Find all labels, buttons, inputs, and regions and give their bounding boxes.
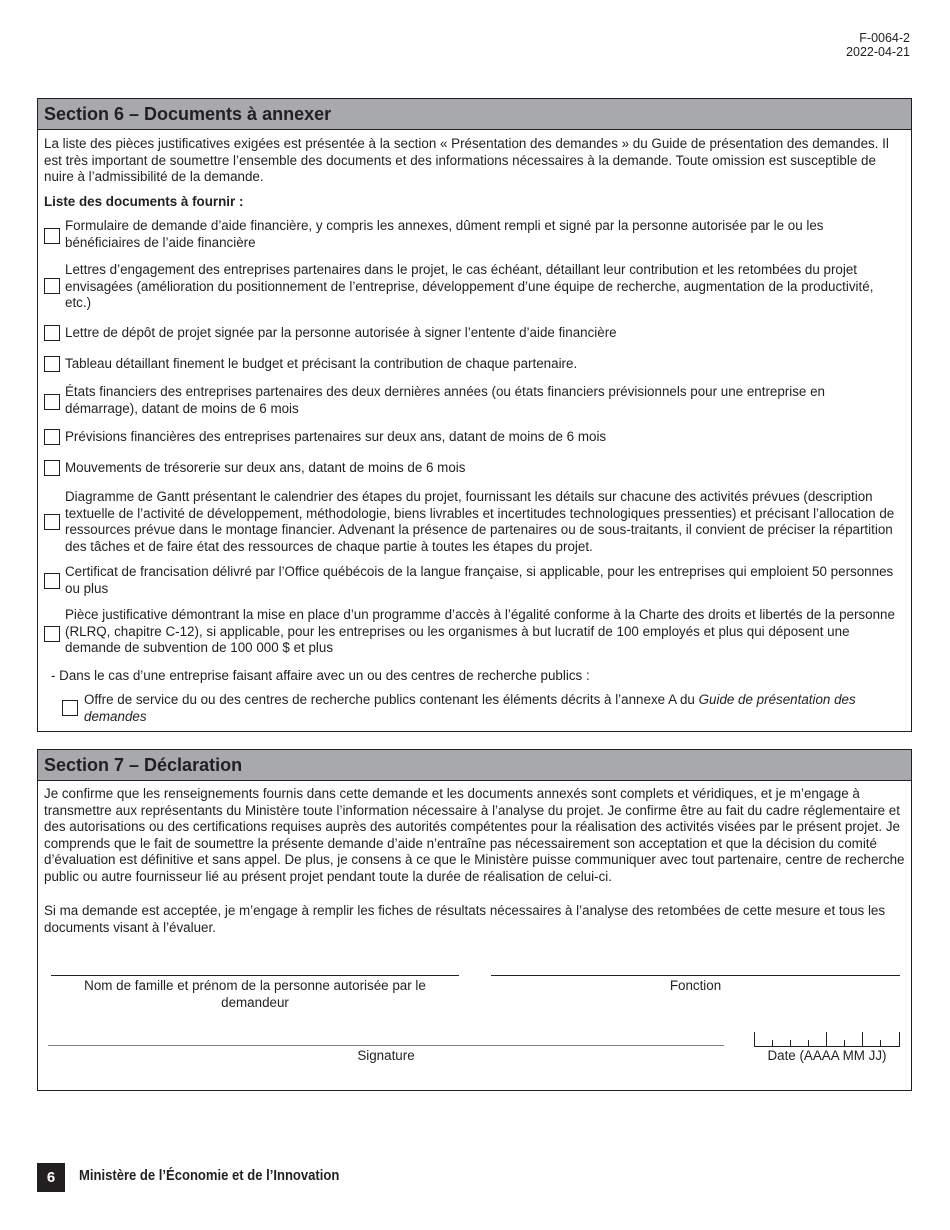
doc-item-6: Prévisions financières des entreprises partenaires sur deux ans, datant de moins de 6 mois [65, 429, 607, 444]
checkbox-doc-11[interactable] [62, 700, 78, 716]
section-6-documents [37, 98, 912, 732]
checkbox-doc-7[interactable] [44, 460, 60, 476]
declaration-paragraph-1: Je confirme que les renseignements fournis dans cette demande et les documents annexés sont complets et véridiques, et je m’engage à transmettre aux représentants du Ministère toute l’information nécessaire à l’analyse du projet. Je confirme être au fait du cadre réglementaire et des autorisations ou des certifications requises auprès des autorités compétentes pour la réalisation des activités visées par le présent projet. Je comprends que le fait de soumettre la présente demande d’aide n’entraîne pas nécessairement son acceptation et que la décision du comité d’évaluation est définitive et sans appel. De plus, je consens à ce que le Ministère puisse communiquer avec tout partenaire, centre de recherche public ou autre fournisseur lié au présent projet pendant toute la durée de réalisation de celui-ci. [44, 786, 905, 884]
doc-item-4: Tableau détaillant finement le budget et précisant la contribution de chaque partenaire. [65, 356, 578, 371]
section-6-intro: La liste des pièces justificatives exigées est présentée à la section « Présentation des demandes » du Guide de présentation des demandes. Il est très important de soumettre l’ensemble des documents et des informations nécessaires à la demande. Toute omission est susceptible de nuire à l’admissibilité de la demande. [44, 136, 889, 185]
ministry-name: Ministère de l’Économie et de l’Innovation [79, 1168, 340, 1184]
form-number: F-0064-2 [859, 31, 910, 45]
function-label: Fonction [669, 978, 722, 993]
doc-item-9: Certificat de francisation délivré par l’Office québécois de la langue française, si applicable, pour les entreprises qui emploient 50 personnes ou plus [65, 564, 894, 596]
checkbox-doc-9[interactable] [44, 573, 60, 589]
section-7-title: Section 7 – Déclaration [38, 750, 911, 781]
date-label: Date (AAAA MM JJ) [767, 1048, 887, 1063]
name-label: Nom de famille et prénom de la personne autorisée par le demandeur [84, 978, 426, 1010]
signature-label: Signature [357, 1048, 415, 1063]
checkbox-doc-1[interactable] [44, 228, 60, 244]
guide-title: Guide de présentation des demandes [84, 692, 856, 724]
checkbox-doc-2[interactable] [44, 278, 60, 294]
form-date: 2022-04-21 [846, 45, 910, 59]
function-line[interactable] [491, 975, 900, 976]
doc-item-5: États financiers des entreprises partenaires des deux dernières années (ou états financiers prévisionnels pour une entreprise en démarrage), datant de moins de 6 mois [65, 384, 825, 416]
section-7-declaration [37, 749, 912, 1091]
checkbox-doc-6[interactable] [44, 429, 60, 445]
doc-item-10: Pièce justificative démontrant la mise en place d’un programme d’accès à l’égalité conforme à la Charte des droits et libertés de la personne (RLRQ, chapitre C-12), si applicable, pour les entreprises ou les organismes à but lucratif de 100 employés et plus qui déposent une demande de subvention de 100 000 $ et plus [65, 607, 895, 656]
doc-item-7: Mouvements de trésorerie sur deux ans, datant de moins de 6 mois [65, 460, 466, 475]
declaration-paragraph-2: Si ma demande est acceptée, je m’engage à remplir les fiches de résultats nécessaires à l’analyse des retombées de cette mesure et tous les documents visant à l’évaluer. [44, 903, 886, 935]
doc-item-2: Lettres d’engagement des entreprises partenaires dans le projet, le cas échéant, détaillant leur contribution et les retombées du projet envisagées (amélioration du positionnement de l’entreprise, développement d’une équipe de recherche, augmentation de la productivité, etc.) [65, 262, 874, 311]
doc-item-8: Diagramme de Gantt présentant le calendrier des étapes du projet, fournissant les détails sur chacune des activités prévues (description textuelle de l’activité de développement, méthodologie, biens livrables et incertitudes technologiques pressenties) et précisant l’allocation de ressources prévue dans le montage financier. Advenant la présence de partenaires ou de sous-traitants, il convient de préciser la répartition des tâches et de faire état des ressources de chaque partie à toutes les étapes du projet. [65, 489, 895, 554]
checkbox-doc-8[interactable] [44, 514, 60, 530]
page-number: 6 [37, 1163, 65, 1192]
date-field[interactable] [754, 1032, 900, 1047]
documents-list-heading: Liste des documents à fournir : [44, 194, 244, 209]
name-signature-line[interactable] [51, 975, 459, 976]
doc-item-11 [84, 692, 901, 725]
checkbox-doc-5[interactable] [44, 394, 60, 410]
checkbox-doc-4[interactable] [44, 356, 60, 372]
doc-item-1: Formulaire de demande d’aide financière, y compris les annexes, dûment rempli et signé par la personne autorisée par le ou les bénéficiaires de l’aide financière [65, 218, 824, 250]
checkbox-doc-3[interactable] [44, 325, 60, 341]
signature-line[interactable] [48, 1045, 724, 1046]
form-identifier [846, 31, 910, 59]
research-centres-subheading: - Dans le cas d’une entreprise faisant affaire avec un ou des centres de recherche publics : [51, 668, 590, 683]
doc-item-3: Lettre de dépôt de projet signée par la personne autorisée à signer l’entente d’aide financière [65, 325, 617, 340]
section-6-title: Section 6 – Documents à annexer [38, 99, 911, 130]
checkbox-doc-10[interactable] [44, 626, 60, 642]
doc-item-11-text: Offre de service du ou des centres de recherche publics contenant les éléments décrits à l’annexe A du [84, 692, 699, 707]
